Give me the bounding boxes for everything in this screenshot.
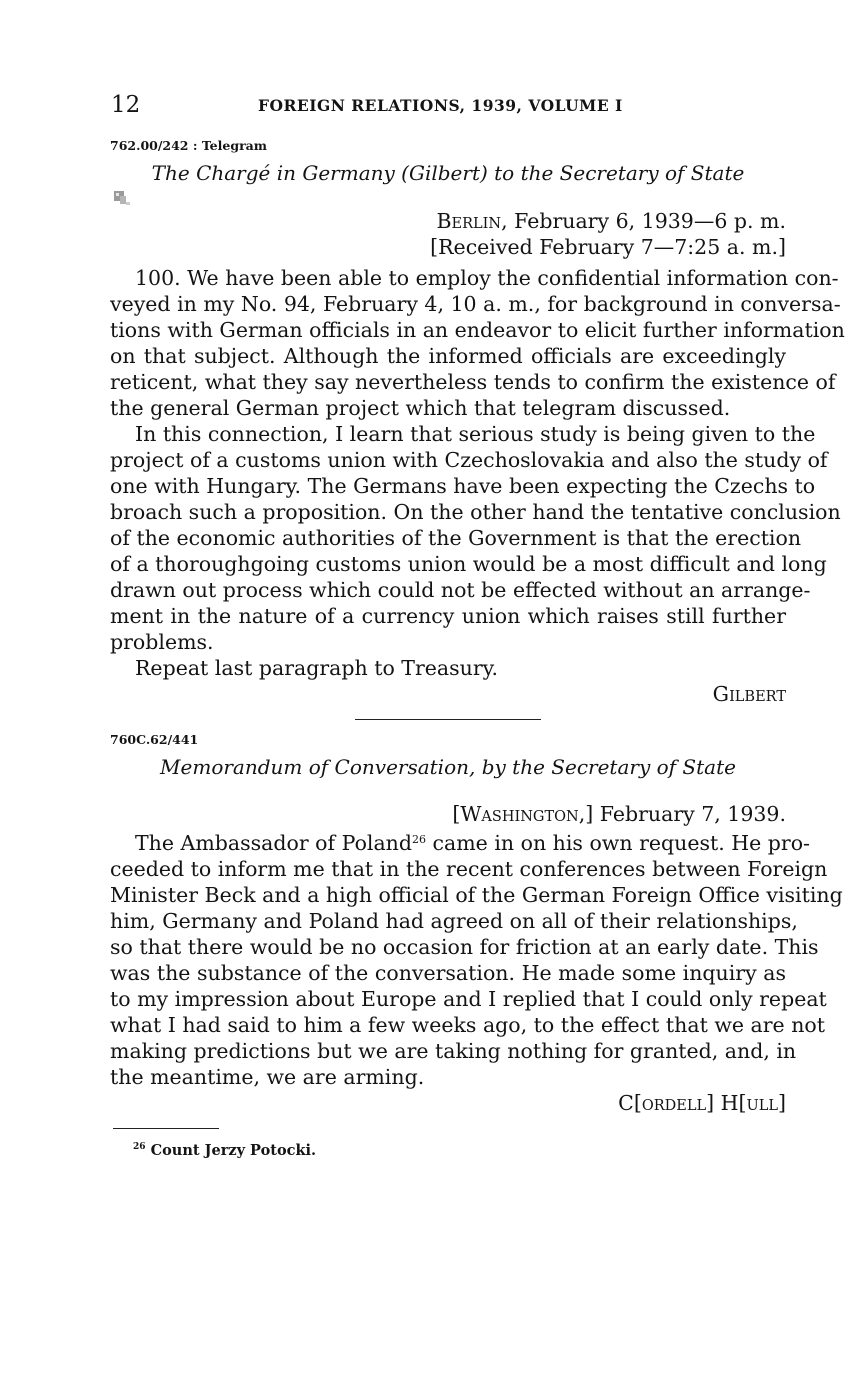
- doc1-line: on that subject. Although the informed officials are exceedingly: [110, 344, 786, 368]
- doc1-dateline: BERLIN, February 6, 1939—6 p. m.: [436, 209, 786, 233]
- doc1-line: tions with German officials in an endeavor to elicit further information: [110, 318, 845, 342]
- doc1-line: veyed in my No. 94, February 4, 10 a. m., for background in conversa-: [110, 292, 841, 316]
- doc1-line: of a thoroughgoing customs union would be a most difficult and long: [110, 552, 827, 576]
- doc1-signature: GILBERT: [712, 682, 786, 706]
- footnote: $^{26}$ Count Jerzy Potocki.: [133, 1142, 317, 1159]
- doc2-line: ceeded to inform me that in the recent conferences between Foreign: [110, 857, 828, 881]
- doc1-line: 100. We have been able to employ the confidential information con-: [135, 266, 839, 290]
- doc2-dateline: [WASHINGTON,] February 7, 1939.: [452, 802, 786, 826]
- doc1-line: problems.: [110, 630, 214, 654]
- doc1-received: [Received February 7—7:25 a. m.]: [430, 235, 786, 259]
- doc1-line: reticent, what they say nevertheless tends to confirm the existence of: [110, 370, 836, 394]
- doc2-title: Memorandum of Conversation, by the Secretary of State: [160, 755, 736, 779]
- doc1-line: Repeat last paragraph to Treasury.: [135, 656, 499, 680]
- doc2-line: what I had said to him a few weeks ago, to the effect that we are not: [110, 1013, 825, 1037]
- doc1-line: In this connection, I learn that serious study is being given to the: [135, 422, 816, 446]
- doc1-line: of the economic authorities of the Government is that the erection: [110, 526, 802, 550]
- doc2-line: the meantime, we are arming.: [110, 1065, 425, 1089]
- footnote-mark: 26: [133, 1142, 146, 1153]
- running-title: FOREIGN RELATIONS, 1939, VOLUME I: [258, 96, 623, 115]
- doc1-line: drawn out process which could not be effected without an arrange-: [110, 578, 811, 602]
- doc2-file-reference: 760C.62/441: [110, 732, 199, 747]
- doc1-line: broach such a proposition. On the other hand the tentative conclusion: [110, 500, 841, 524]
- doc1-line: ment in the nature of a currency union which raises still further: [110, 604, 786, 628]
- doc2-line: to my impression about Europe and I replied that I could only repeat: [110, 987, 827, 1011]
- doc2-line: Minister Beck and a high official of the German Foreign Office visiting: [110, 883, 843, 907]
- doc2-line: was the substance of the conversation. He made some inquiry as: [110, 961, 786, 985]
- doc2-line: him, Germany and Poland had agreed on all of their relationships,: [110, 909, 798, 933]
- page-number: 12: [111, 92, 141, 118]
- footnote-divider: [113, 1128, 219, 1129]
- library-stamp-icon: [113, 190, 131, 207]
- footnote-reference: 26: [412, 833, 427, 846]
- doc2-signature: C[ORDELL] H[ULL]: [618, 1091, 786, 1115]
- doc1-line: one with Hungary. The Germans have been expecting the Czechs to: [110, 474, 816, 498]
- doc2-line: making predictions but we are taking nothing for granted, and, in: [110, 1039, 797, 1063]
- doc1-line: the general German project which that telegram discussed.: [110, 396, 731, 420]
- doc2-line: so that there would be no occasion for friction at an early date. This: [110, 935, 819, 959]
- doc1-file-reference: 762.00/242 : Telegram: [110, 138, 267, 153]
- section-divider: [355, 719, 541, 720]
- doc2-line: The Ambassador of Poland$^{26}$ came in on his own request. He pro-: [135, 831, 810, 855]
- doc1-title: The Chargé in Germany (Gilbert) to the Secretary of State: [151, 161, 745, 185]
- doc1-line: project of a customs union with Czechoslovakia and also the study of: [110, 448, 828, 472]
